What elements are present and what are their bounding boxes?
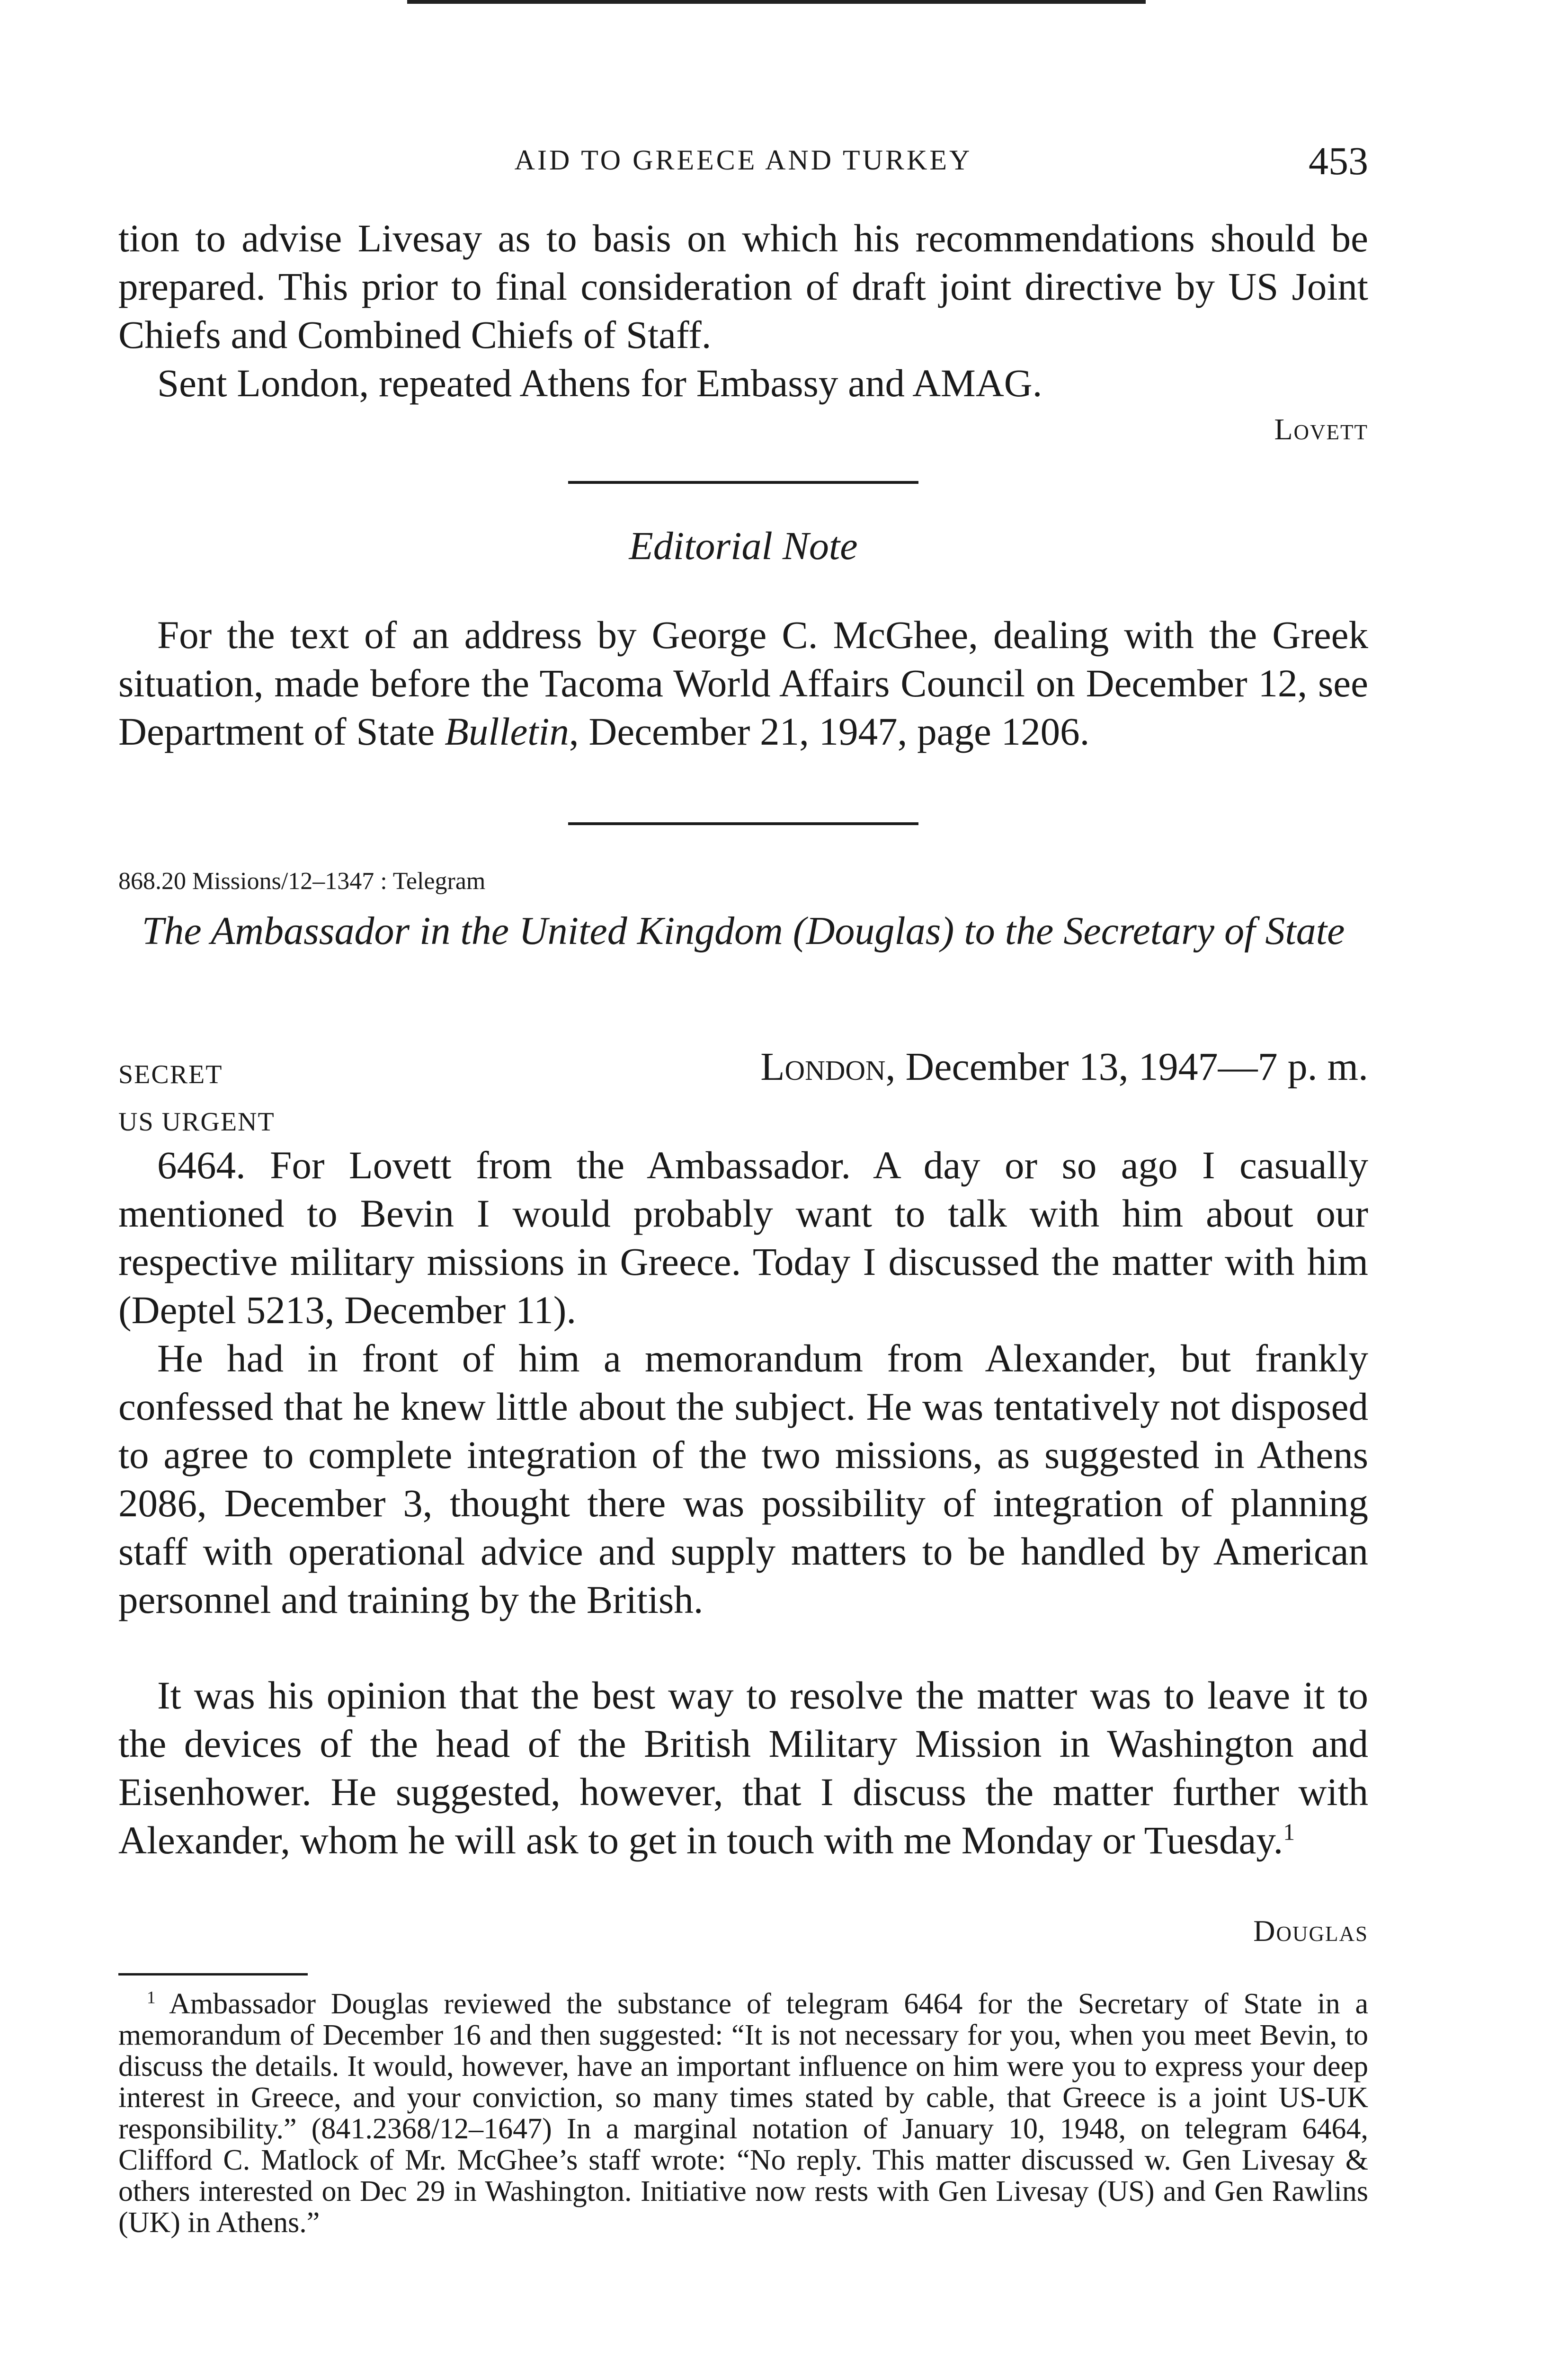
sent-line: Sent London, repeated Athens for Embassy and AMAG. bbox=[157, 361, 1042, 405]
editorial-note-text-before: For the text of an address by George C. McGhee, dealing with the Greek situation, made before the Tacoma World Affairs Council on December 12, see Department of State bbox=[118, 613, 1368, 753]
bulletin-title: Bulletin bbox=[445, 710, 569, 753]
telegram-paragraph: 6464. For Lovett from the Ambassador. A day or so ago I casually mentioned to Bevin I would probably want to talk with him about our respective military missions in Greece. Today I discussed the matter with him (Deptel 5213, December 11). bbox=[118, 1143, 1368, 1332]
editorial-note-text bbox=[118, 611, 1368, 756]
file-reference: 868.20 Missions/12–1347 : Telegram bbox=[118, 868, 486, 895]
dateline-date: , December 13, 1947—7 p. m. bbox=[885, 1045, 1368, 1089]
continuation-paragraph: tion to advise Livesay as to basis on which his recommendations should be prepared. This prior to final consideration of draft joint directive by US Joint Chiefs and Combined Chiefs of Staff. bbox=[118, 216, 1368, 356]
editorial-note-heading: Editorial Note bbox=[629, 524, 858, 568]
footnote-marker: 1 bbox=[147, 1988, 156, 2008]
dateline-place: London bbox=[760, 1045, 886, 1089]
footnote-reference: 1 bbox=[1283, 1819, 1295, 1845]
footnote bbox=[118, 1988, 1368, 2238]
signature-lovett: Lovett bbox=[1274, 412, 1368, 446]
footnote-rule bbox=[118, 1973, 308, 1975]
dateline bbox=[760, 1044, 1368, 1090]
page-number: 453 bbox=[1309, 139, 1368, 183]
editorial-note-text-after: , December 21, 1947, page 1206. bbox=[569, 710, 1090, 753]
running-title: AID TO GREECE AND TURKEY bbox=[514, 144, 972, 176]
classification: SECRET bbox=[118, 1060, 223, 1089]
running-header bbox=[118, 138, 1368, 186]
telegram-paragraph: He had in front of him a memorandum from Alexander, but frankly confessed that he knew little about the subject. He was tentatively not disposed to agree to complete integration of the two missions, as suggested in Athens 2086, December 3, thought there was possibility of integration of planning staff with operational advice and supply matters to be handled by American personnel and training by the British. bbox=[118, 1336, 1368, 1621]
document-title: The Ambassador in the United Kingdom (Douglas) to the Secretary of State bbox=[142, 909, 1345, 953]
section-divider bbox=[568, 481, 918, 484]
top-edge-rule bbox=[407, 0, 1146, 4]
footnote-text: Ambassador Douglas reviewed the substance of telegram 6464 for the Secretary of State in a memorandum of December 16 and then suggested: “It is not necessary for you, when you meet Bevin, to discuss the details. It would, however, have an important influence on him were you to express your deep interest in Greece, and your conviction, so many times stated by cable, that Greece is a joint US-UK responsibility.” (841.2368/12–1647) In a marginal notation of January 10, 1948, on telegram 6464, Clifford C. Matlock of Mr. McGhee’s staff wrote: “No reply. This matter discussed w. Gen Livesay & others interested on Dec 29 in Washington. Initiative now rests with Gen Livesay (US) and Gen Rawlins (UK) in Athens.” bbox=[118, 1988, 1368, 2239]
section-divider bbox=[568, 822, 918, 825]
telegram-paragraph bbox=[118, 1671, 1368, 1864]
signature-douglas: Douglas bbox=[1253, 1914, 1368, 1948]
telegram-paragraph-text: It was his opinion that the best way to resolve the matter was to leave it to the devices of the head of the British Military Mission in Washington and Eisenhower. He suggested, however, that I discuss the matter further with Alexander, whom he will ask to get in touch with me Monday or Tuesday. bbox=[118, 1673, 1368, 1862]
priority: US URGENT bbox=[118, 1107, 275, 1137]
